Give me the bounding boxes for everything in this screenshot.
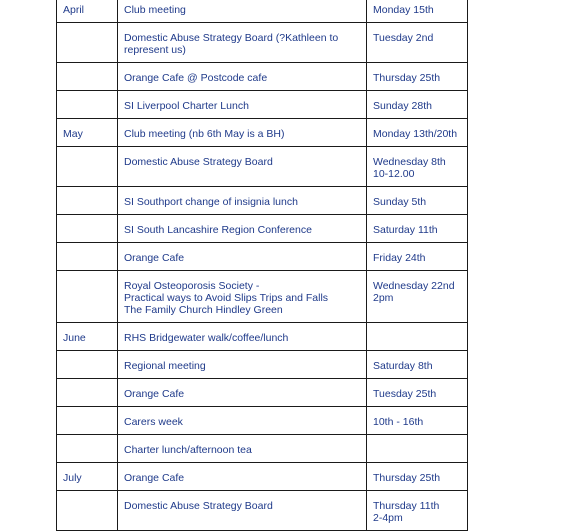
event-cell: Domestic Abuse Strategy Board (?Kathleen to represent us)	[118, 23, 367, 63]
table-row	[57, 0, 468, 23]
event-cell: Orange Cafe @ Postcode cafe	[118, 63, 367, 91]
event-cell: Charter lunch/afternoon tea	[118, 435, 367, 463]
month-cell	[57, 147, 118, 187]
month-cell	[57, 215, 118, 243]
event-cell: Orange Cafe	[118, 463, 367, 491]
date-cell: 10th - 16th	[367, 407, 468, 435]
event-cell: SI Liverpool Charter Lunch	[118, 91, 367, 119]
event-cell: Domestic Abuse Strategy Board	[118, 491, 367, 531]
month-cell	[57, 435, 118, 463]
month-cell	[57, 243, 118, 271]
date-cell: Thursday 25th	[367, 463, 468, 491]
table-row	[57, 23, 468, 63]
table-row	[57, 243, 468, 271]
event-cell: SI Southport change of insignia lunch	[118, 187, 367, 215]
date-cell: Friday 24th	[367, 243, 468, 271]
date-cell: Monday 13th/20th	[367, 119, 468, 147]
table-row	[57, 215, 468, 243]
date-cell: Wednesday 8th 10-12.00	[367, 147, 468, 187]
table-row	[57, 491, 468, 531]
month-cell	[57, 491, 118, 531]
event-cell: Club meeting (nb 6th May is a BH)	[118, 119, 367, 147]
events-table	[56, 0, 468, 531]
month-cell	[57, 351, 118, 379]
event-cell: Orange Cafe	[118, 379, 367, 407]
event-cell: Regional meeting	[118, 351, 367, 379]
month-cell: April	[57, 0, 118, 23]
month-cell	[57, 23, 118, 63]
month-cell: May	[57, 119, 118, 147]
event-cell: Royal Osteoporosis Society - Practical ways to Avoid Slips Trips and Falls The Family Church Hindley Green	[118, 271, 367, 323]
date-cell: Tuesday 2nd	[367, 23, 468, 63]
date-cell	[367, 435, 468, 463]
date-cell: Saturday 8th	[367, 351, 468, 379]
month-cell	[57, 187, 118, 215]
date-cell: Saturday 11th	[367, 215, 468, 243]
table-row	[57, 63, 468, 91]
table-row	[57, 119, 468, 147]
date-cell	[367, 323, 468, 351]
table-row	[57, 463, 468, 491]
month-cell	[57, 379, 118, 407]
table-row	[57, 407, 468, 435]
table-row	[57, 91, 468, 119]
table-row	[57, 351, 468, 379]
event-cell: Orange Cafe	[118, 243, 367, 271]
month-cell	[57, 271, 118, 323]
table-row	[57, 147, 468, 187]
date-cell: Sunday 5th	[367, 187, 468, 215]
date-cell: Thursday 11th 2-4pm	[367, 491, 468, 531]
event-cell: Club meeting	[118, 0, 367, 23]
date-cell: Wednesday 22nd 2pm	[367, 271, 468, 323]
event-cell: SI South Lancashire Region Conference	[118, 215, 367, 243]
event-cell: RHS Bridgewater walk/coffee/lunch	[118, 323, 367, 351]
month-cell: July	[57, 463, 118, 491]
table-row	[57, 271, 468, 323]
table-row	[57, 323, 468, 351]
table-row	[57, 435, 468, 463]
month-cell	[57, 91, 118, 119]
date-cell: Thursday 25th	[367, 63, 468, 91]
date-cell: Tuesday 25th	[367, 379, 468, 407]
month-cell: June	[57, 323, 118, 351]
date-cell: Monday 15th	[367, 0, 468, 23]
event-cell: Carers week	[118, 407, 367, 435]
date-cell: Sunday 28th	[367, 91, 468, 119]
table-row	[57, 379, 468, 407]
table-row	[57, 187, 468, 215]
event-cell: Domestic Abuse Strategy Board	[118, 147, 367, 187]
month-cell	[57, 63, 118, 91]
month-cell	[57, 407, 118, 435]
